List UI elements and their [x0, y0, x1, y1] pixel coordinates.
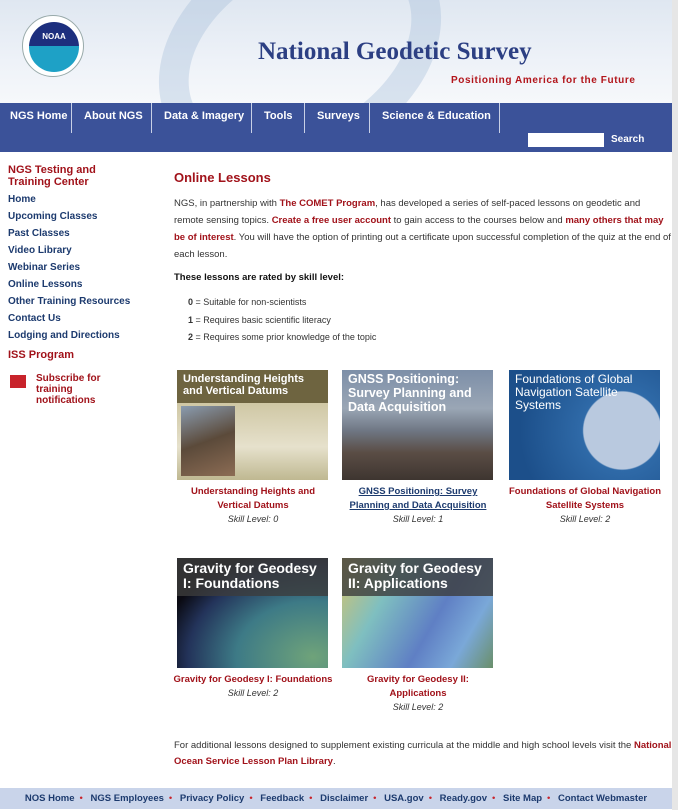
nav-divider: [369, 103, 370, 133]
subscribe-link[interactable]: Subscribe for training notifications: [36, 373, 101, 406]
footer-nos-home[interactable]: NOS Home: [24, 793, 75, 804]
intro-text: NGS, in partnership with: [174, 198, 280, 209]
footer-disclaimer[interactable]: Disclaimer: [320, 793, 369, 804]
lesson-card: [173, 558, 333, 700]
noaa-logo[interactable]: [22, 15, 84, 77]
lesson-card: [505, 370, 665, 526]
footer-ngs-employees[interactable]: NGS Employees: [90, 793, 164, 804]
lesson-thumbnail[interactable]: Gravity for Geodesy II: Applications: [342, 558, 493, 668]
main-nav: [0, 103, 672, 152]
intro-text: . You will have the option of printing out a certificate upon successful completion of the quiz at the end of each lesson.: [174, 232, 671, 260]
footer-site-map[interactable]: Site Map: [502, 793, 543, 804]
sidebar-item-upcoming-classes[interactable]: Upcoming Classes: [8, 211, 98, 222]
footer-privacy-policy[interactable]: Privacy Policy: [179, 793, 245, 804]
nav-science-education[interactable]: Science & Education: [382, 110, 491, 122]
lesson-thumbnail[interactable]: Understanding Heights and Vertical Datums: [177, 370, 328, 480]
sidebar-item-lodging[interactable]: Lodging and Directions: [8, 330, 120, 341]
skill-level-heading: These lessons are rated by skill level:: [174, 272, 345, 283]
lesson-skill-level: Skill Level: 0: [227, 514, 279, 524]
site-header: [0, 0, 672, 103]
lesson-skill-level: Skill Level: 2: [227, 688, 279, 698]
lesson-skill-level: Skill Level: 1: [392, 514, 444, 524]
lesson-title-link[interactable]: Gravity for Geodesy II: Applications: [367, 674, 469, 699]
nav-about-ngs[interactable]: About NGS: [84, 110, 143, 122]
footer-usa-gov[interactable]: USA.gov: [384, 793, 424, 804]
nav-divider: [151, 103, 152, 133]
search-button[interactable]: Search: [611, 134, 645, 145]
scrollbar[interactable]: [672, 0, 678, 810]
sidebar-item-video-library[interactable]: Video Library: [8, 245, 72, 256]
lesson-card: [173, 370, 333, 526]
footer-ready-gov[interactable]: Ready.gov: [439, 793, 488, 804]
sidebar: [8, 164, 168, 406]
lesson-thumbnail[interactable]: GNSS Positioning: Survey Planning and Data Acquisition: [342, 370, 493, 480]
nav-tools[interactable]: Tools: [264, 110, 293, 122]
site-tagline: Positioning America for the Future: [451, 75, 636, 86]
page-title: Online Lessons: [174, 170, 271, 185]
lesson-title-link[interactable]: Foundations of Global Navigation Satellite Systems: [509, 486, 661, 511]
lesson-title-link[interactable]: GNSS Positioning: Survey Planning and Data Acquisition: [349, 486, 487, 511]
skill-level-item: 1 = Requires basic scientific literacy: [188, 315, 331, 325]
sidebar-item-home[interactable]: Home: [8, 194, 36, 205]
skill-level-item: 2 = Requires some prior knowledge of the topic: [188, 332, 377, 342]
footer-contact-webmaster[interactable]: Contact Webmaster: [558, 793, 648, 804]
additional-lessons-text: For additional lessons designed to supplement existing curricula at the middle and high school levels visit the National Ocean Service Lesson Plan Library.: [174, 740, 672, 767]
lesson-thumbnail[interactable]: Foundations of Global Navigation Satellite Systems: [509, 370, 660, 480]
sidebar-iss-program[interactable]: ISS Program: [8, 349, 75, 361]
lesson-title-link[interactable]: Gravity for Geodesy I: Foundations: [173, 674, 333, 685]
nav-surveys[interactable]: Surveys: [317, 110, 360, 122]
nav-divider: [71, 103, 72, 133]
skill-level-item: 0 = Suitable for non-scientists: [188, 297, 307, 307]
lesson-card: [338, 370, 498, 526]
sidebar-item-webinar-series[interactable]: Webinar Series: [8, 262, 81, 273]
nav-divider: [499, 103, 500, 133]
mail-icon[interactable]: [10, 375, 26, 388]
nav-ngs-home[interactable]: NGS Home: [10, 110, 68, 122]
lesson-card: [338, 558, 498, 714]
sidebar-item-past-classes[interactable]: Past Classes: [8, 228, 70, 239]
lesson-thumbnail[interactable]: Gravity for Geodesy I: Foundations: [177, 558, 328, 668]
sidebar-item-contact-us[interactable]: Contact Us: [8, 313, 61, 324]
intro-text: , has developed a series of self-paced lessons on geodetic and remote sensing topics.: [174, 198, 641, 226]
lesson-plan-library-link[interactable]: National Ocean Service Lesson Plan Library: [174, 740, 672, 767]
nav-data-imagery[interactable]: Data & Imagery: [164, 110, 245, 122]
create-account-link[interactable]: Create a free user account: [271, 215, 392, 226]
lesson-skill-level: Skill Level: 2: [559, 514, 611, 524]
lesson-title-link[interactable]: Understanding Heights and Vertical Datums: [190, 486, 316, 511]
site-title: National Geodetic Survey: [258, 38, 532, 65]
search-input[interactable]: [528, 133, 604, 147]
many-others-link[interactable]: many others that may be of interest: [174, 215, 664, 243]
footer-feedback[interactable]: Feedback: [260, 793, 305, 804]
comet-program-link[interactable]: The COMET Program: [279, 198, 376, 209]
intro-paragraph: [174, 195, 671, 263]
sidebar-item-online-lessons[interactable]: Online Lessons: [8, 279, 83, 290]
footer-links: NOS Home • NGS Employees • Privacy Policy • Feedback • Disclaimer • USA.gov • Ready.gov • Site Map • Contact Webmaster: [0, 788, 672, 809]
lesson-skill-level: Skill Level: 2: [392, 702, 444, 712]
logo-text: NOAA: [42, 32, 66, 41]
nav-divider: [251, 103, 252, 133]
nav-divider: [304, 103, 305, 133]
sidebar-heading[interactable]: NGS Testing and Training Center: [8, 164, 96, 188]
intro-text: to gain access to the courses below and: [391, 215, 566, 226]
sidebar-item-other-training[interactable]: Other Training Resources: [8, 296, 131, 307]
